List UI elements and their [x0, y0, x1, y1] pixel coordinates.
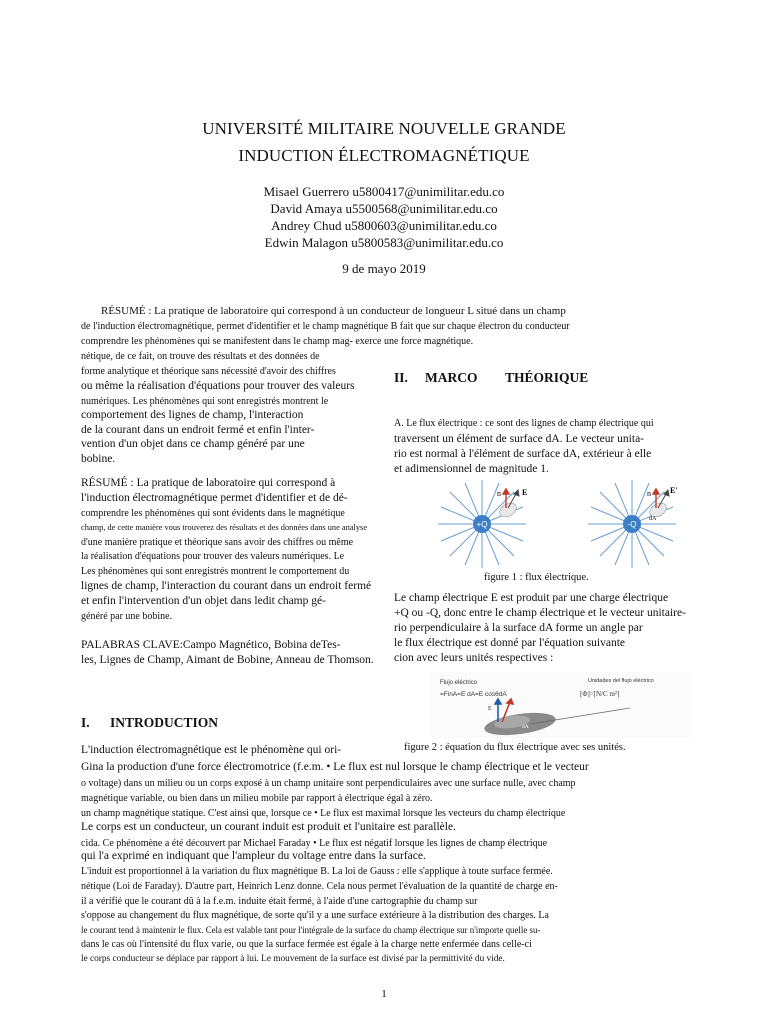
abstract-line: vention d'un objet dans ce champ généré par une [81, 438, 305, 450]
charge-label-negative: -Q [627, 520, 637, 529]
paper-title-line-1: UNIVERSITÉ MILITAIRE NOUVELLE GRANDE [202, 119, 566, 138]
figure-1-caption: figure 1 : flux électrique. [484, 572, 589, 583]
abstract-line: la réalisation d'équations pour trouver des valeurs numériques. Le [81, 551, 345, 562]
figure-1-electric-flux [432, 478, 682, 570]
surface-element-label: dA [649, 516, 657, 522]
abstract-line: comprendre les phénomènes qui sont évidents dans le magnétique [81, 508, 345, 519]
theory-text-line: le flux électrique est donné par l'équation suivante [394, 637, 626, 649]
field-vector-label-negative: E' [670, 486, 678, 495]
normal-vector-label: n [497, 489, 501, 498]
theory-text-line: et adimensionnel de magnitude 1. [394, 463, 549, 475]
section-title-intro: INTRODUCTION [110, 715, 219, 730]
units-equation: [Φ]=[N/C m²] [580, 690, 620, 698]
abstract-line: lignes de champ, l'interaction du courant dans un endroit fermé [81, 580, 372, 592]
abstract-line: l'induction électromagnétique permet d'identifier et de dé- [81, 492, 348, 504]
field-vector-label: E [522, 488, 528, 497]
abstract-line: d'une manière pratique et théorique sans avoir des chiffres ou même [81, 537, 354, 548]
theory-text-line: traversent un élément de surface dA. Le vecteur unita- [394, 433, 645, 445]
abstract-line: bobine. [81, 453, 116, 465]
abstract-line: comprendre les phénomènes qui se manifestent dans le champ mag- exerce une force magnétique. [81, 336, 474, 347]
abstract-line: nétique, de ce fait, on trouve des résultats et des données de [81, 351, 320, 362]
author-line: David Amaya u5500568@unimilitar.edu.co [270, 201, 498, 216]
flux-label: Flujo eléctrico [440, 680, 478, 686]
page-number: 1 [381, 988, 387, 1000]
abstract-line: champ, de cette manière vous trouverez des résultats et des données dans une analyse [81, 523, 368, 532]
body-text-line: qui l'a exprimé en indiquant que l'ampleur du voltage entre dans la surface. [81, 850, 426, 862]
body-text-line: Le corps est un conducteur, un courant induit est produit et l'unitaire est parallèle. [81, 821, 456, 833]
body-text-line: L'induit est proportionnel à la variation du flux magnétique B. La loi de Gauss : elle s'applique à toute surface fermée. [81, 866, 553, 877]
paper-title-line-2: INDUCTION ÉLECTROMAGNÉTIQUE [238, 146, 530, 165]
body-text-line: Gina la production d'une force électromotrice (f.e.m. • Le flux est nul lorsque le champ électrique et le vecteur [81, 761, 589, 773]
keywords-line: PALABRAS CLAVE:Campo Magnético, Bobina deTes- [81, 639, 341, 651]
theory-text-line: cion avec leurs unités respectives : [394, 652, 554, 664]
abstract-line: de la courant dans un endroit fermé et enfin l'inter- [81, 424, 315, 436]
author-line: Edwin Malagon u5800583@unimilitar.edu.co [264, 235, 504, 250]
abstract-line: comportement des lignes de champ, l'interaction [81, 409, 304, 421]
theory-text-line: rio perpendiculaire à la surface dA forme un angle par [394, 622, 643, 634]
theory-text-line: A. Le flux électrique : ce sont des lignes de champ électrique qui [394, 418, 654, 429]
abstract-line: généré par une bobine. [81, 611, 173, 622]
body-text-line: nétique (Loi de Faraday). D'autre part, Heinrich Lenz donne. Cela nous permet l'évaluation de la quantité de charge en- [81, 881, 558, 892]
theory-text-line: +Q ou -Q, donc entre le champ électrique et le vecteur unitaire- [394, 607, 686, 619]
abstract-line: forme analytique et théorique sans nécessité d'avoir des chiffres [81, 366, 336, 377]
abstract-line: numériques. Les phénomènes qui sont enregistrés montrent le [81, 396, 329, 407]
figure-2-caption: figure 2 : équation du flux électrique avec ses unités. [404, 742, 626, 753]
body-text-line: il a vérifié que le courant dû à la f.e.m. induite était fermé, à l'aide d'une cartographie du champ sur [81, 896, 478, 907]
body-text-line: s'oppose au changement du flux magnétique, de sorte qu'il y a une surface extérieure à la distribution des charges. La [81, 910, 549, 921]
author-line: Andrey Chud u5800603@unimilitar.edu.co [271, 218, 497, 233]
keywords-line: les, Lignes de Champ, Aimant de Bobine, Anneau de Thomson. [81, 654, 374, 666]
body-text-line: dans le cas où l'intensité du flux varie, ou que la surface fermée est égale à la charge nette enfermée dans celle-ci [81, 939, 532, 950]
section-title-theory-a: MARCO [425, 370, 478, 385]
surface-element-label: dA [522, 724, 529, 730]
units-label: Unidades del flujo eléctrico [588, 678, 654, 684]
body-text-line: le courant tend à maintenir le flux. Cela est valable tant pour l'intégrale de la surface du champ électrique sur n'importe quelle su- [81, 925, 541, 935]
body-text-line: le corps conducteur se déplace par rapport à lui. Le mouvement de la surface est divisé par la permittivité du vide. [81, 954, 505, 964]
normal-vector-label: n [647, 489, 651, 498]
body-text-line: cida. Ce phénomène a été découvert par Michael Faraday • Le flux est négatif lorsque les lignes de champ électrique [81, 838, 548, 849]
abstract-line: et enfin l'intervention d'un objet dans ledit champ gé- [81, 595, 326, 607]
body-text-line: o voltage) dans un milieu ou un corps exposé à un champ unitaire sont perpendiculaires avec une surface nulle, avec champ [81, 778, 576, 789]
abstract-line: de l'induction électromagnétique, permet d'identifier et le champ magnétique B fait que sur chaque électron du conducteur [81, 321, 570, 332]
section-title-theory-b: THÉORIQUE [505, 370, 589, 385]
field-vector-label: E [488, 706, 492, 712]
section-number-intro: I. [81, 715, 90, 730]
figure-2-flux-equation [430, 672, 692, 738]
body-text-line: un champ magnétique statique. C'est ainsi que, lorsque ce • Le flux est maximal lorsque les vecteurs du champ électrique [81, 808, 566, 819]
intro-text-line: L'induction électromagnétique est le phénomène qui ori- [81, 744, 342, 756]
theory-text-line: Le champ électrique E est produit par une charge électrique [394, 592, 669, 604]
paper-date: 9 de mayo 2019 [342, 261, 426, 276]
theory-text-line: rio est normal à l'élément de surface dA, extérieur à elle [394, 448, 652, 460]
flux-equation: =FinA=E dA=E cosθdA [440, 691, 507, 698]
abstract-line: RÉSUMÉ : La pratique de laboratoire qui correspond à un conducteur de longueur L situé dans un champ [101, 305, 566, 317]
abstract-line: Les phénomènes qui sont enregistrés montrent le comportement du [81, 566, 350, 577]
abstract-line: ou même la réalisation d'équations pour trouver des valeurs [81, 380, 355, 392]
author-line: Misael Guerrero u5800417@unimilitar.edu.co [263, 184, 505, 199]
abstract-line: RÉSUMÉ : La pratique de laboratoire qui correspond à [81, 477, 336, 489]
body-text-line: magnétique variable, ou bien dans un milieu mobile par rapport à électrique égal à zéro. [81, 793, 433, 804]
charge-label-positive: +Q [476, 520, 488, 529]
section-number-theory: II. [394, 370, 408, 385]
